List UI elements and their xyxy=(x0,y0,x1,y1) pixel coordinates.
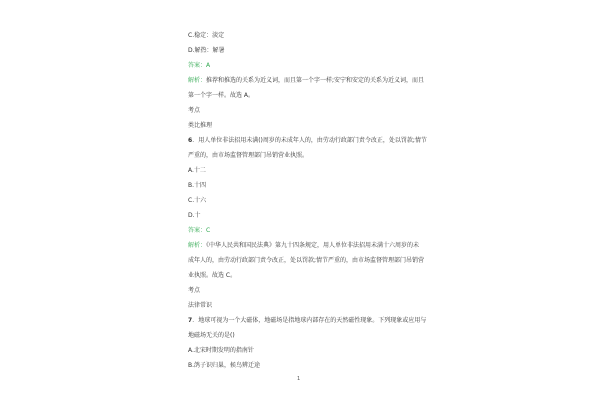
q5-analysis-line-2: 第一个字一样。故选 A。 xyxy=(188,92,255,99)
q6-analysis-label: 解析： xyxy=(188,242,207,249)
q6-analysis-text-1: 《中华人民共和国民法典》第九十四条规定，用人单位非法招用未满十六周岁的未 xyxy=(206,242,420,249)
q6-category: 法律常识 xyxy=(188,302,213,309)
q6-option-c: C.十六 xyxy=(188,197,207,204)
q6-analysis-line-2: 成年人的，由劳动行政部门责令改正，处以罚款;情节严重的，由市场监督管理部门吊销营 xyxy=(188,257,425,264)
q6-answer xyxy=(188,227,210,235)
q5-answer-value: A xyxy=(206,62,211,69)
q5-answer-label: 答案： xyxy=(188,62,207,69)
q7-question-text-1: ．地球可视为一个大磁体，地磁场是指地球内部存在的天然磁性现象。下列现象或应用与 xyxy=(192,317,427,324)
q6-number: 6 xyxy=(188,137,193,144)
q6-kaodian-heading: 考点 xyxy=(188,287,201,294)
q5-answer xyxy=(188,62,210,70)
q5-analysis-line-1 xyxy=(188,77,424,85)
q7-option-a: A.北宋时期发明的指南针 xyxy=(188,347,254,354)
q7-option-b: B.鸽子识归巢，候鸟辨迁途 xyxy=(188,362,261,369)
page-number: 1 xyxy=(297,376,301,382)
q6-analysis-line-3: 业执照。故选 C。 xyxy=(188,272,237,279)
q6-option-a: A.十二 xyxy=(188,167,206,174)
q6-question-text-1: ．用人单位非法招用未满()周岁的未成年人的，由劳动行政部门责令改正，处以罚款;情节 xyxy=(192,137,427,144)
q5-category: 类比推理 xyxy=(188,122,213,129)
q5-option-c: C.稳定：淡定 xyxy=(188,32,225,39)
q6-answer-label: 答案： xyxy=(188,227,207,234)
q5-option-d: D.解热：解暑 xyxy=(188,47,225,54)
q6-question-line-2: 严重的，由市场监督管理部门吊销营业执照。 xyxy=(188,152,309,159)
q5-analysis-text-1: 推荐和推选的关系为近义词，而且第一个字一样;安宁和安定的关系为近义词，而且 xyxy=(206,77,425,84)
q6-answer-value: C xyxy=(206,227,211,234)
q6-option-b: B.十四 xyxy=(188,182,207,189)
q6-option-d: D.十 xyxy=(188,212,201,219)
q5-analysis-label: 解析： xyxy=(188,77,207,84)
q7-question-line-1 xyxy=(188,317,426,325)
q6-question-line-1 xyxy=(188,137,427,145)
q7-question-line-2: 地磁场无关的是() xyxy=(188,332,235,339)
q7-number: 7 xyxy=(188,317,193,324)
q5-kaodian-heading: 考点 xyxy=(188,107,201,114)
q6-analysis-line-1 xyxy=(188,242,419,250)
